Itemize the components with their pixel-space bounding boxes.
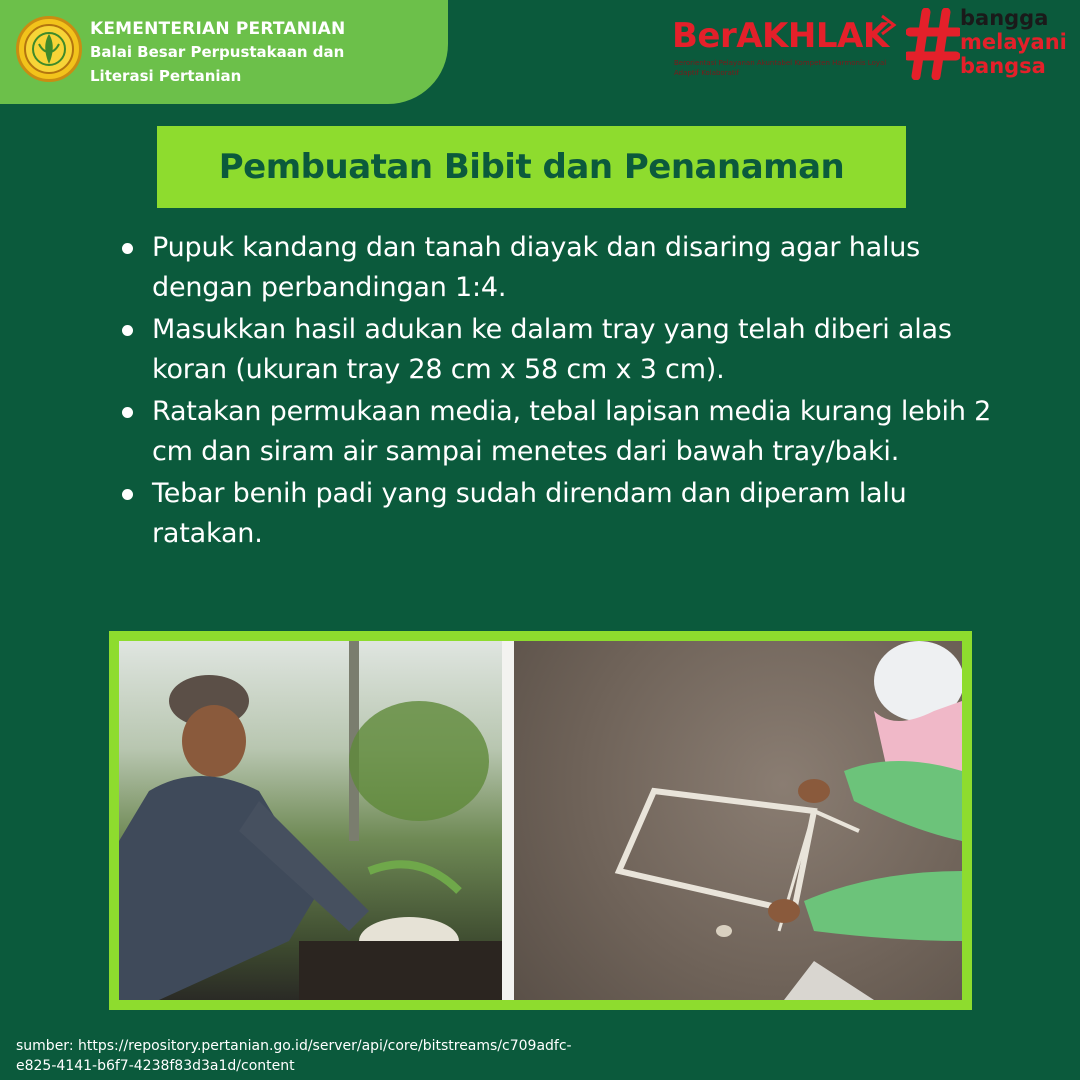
berakhlak-word: BerAKHLAK [672, 16, 889, 56]
org-sub-line2: Literasi Pertanian [90, 67, 242, 85]
list-item: Tebar benih padi yang sudah direndam dan diperam lalu ratakan. [118, 474, 998, 554]
ministry-logo [16, 16, 82, 82]
tray-illustration [514, 641, 962, 1000]
berakhlak-tagline: Berorientasi Pelayanan Akuntabel Kompeten Harmonis Loyal Adaptif Kolaboratif [674, 59, 887, 77]
bangga-melayani-logo [906, 4, 1076, 84]
ministry-emblem-icon [22, 22, 76, 76]
berakhlak-chevron-icon [878, 14, 900, 36]
list-item: Pupuk kandang dan tanah diayak dan disaring agar halus dengan perbandingan 1:4. [118, 228, 998, 308]
list-item: Ratakan permukaan media, tebal lapisan media kurang lebih 2 cm dan siram air sampai menetes dari bawah tray/baki. [118, 392, 998, 472]
photo-left-worker [119, 641, 502, 1000]
photo-right-tray [514, 641, 962, 1000]
worker-illustration [119, 641, 502, 1000]
seedling-photo [119, 641, 962, 1000]
org-text-block [90, 18, 345, 88]
bangga-line2: melayani [960, 30, 1067, 54]
source-line1: sumber: https://repository.pertanian.go.id/server/api/core/bitstreams/c709adfc- [16, 1038, 572, 1054]
bangga-line3: bangsa [960, 54, 1046, 78]
title-banner [157, 126, 906, 208]
source-line2: e825-4141-b6f7-4238f83d3a1d/content [16, 1058, 295, 1074]
source-citation [16, 1036, 696, 1076]
bangga-line1: bangga [960, 6, 1049, 30]
photo-frame [109, 631, 972, 1010]
list-item: Masukkan hasil adukan ke dalam tray yang telah diberi alas koran (ukuran tray 28 cm x 58 cm x 3 cm). [118, 310, 998, 390]
org-name: KEMENTERIAN PERTANIAN [90, 19, 346, 39]
steps-list [118, 228, 998, 556]
photo-divider [502, 641, 514, 1000]
bangga-text [960, 6, 1067, 78]
org-sub-line1: Balai Besar Perpustakaan dan [90, 43, 345, 61]
berakhlak-logo [672, 14, 900, 86]
hashtag-icon [906, 8, 960, 80]
page-title: Pembuatan Bibit dan Penanaman [218, 147, 845, 187]
